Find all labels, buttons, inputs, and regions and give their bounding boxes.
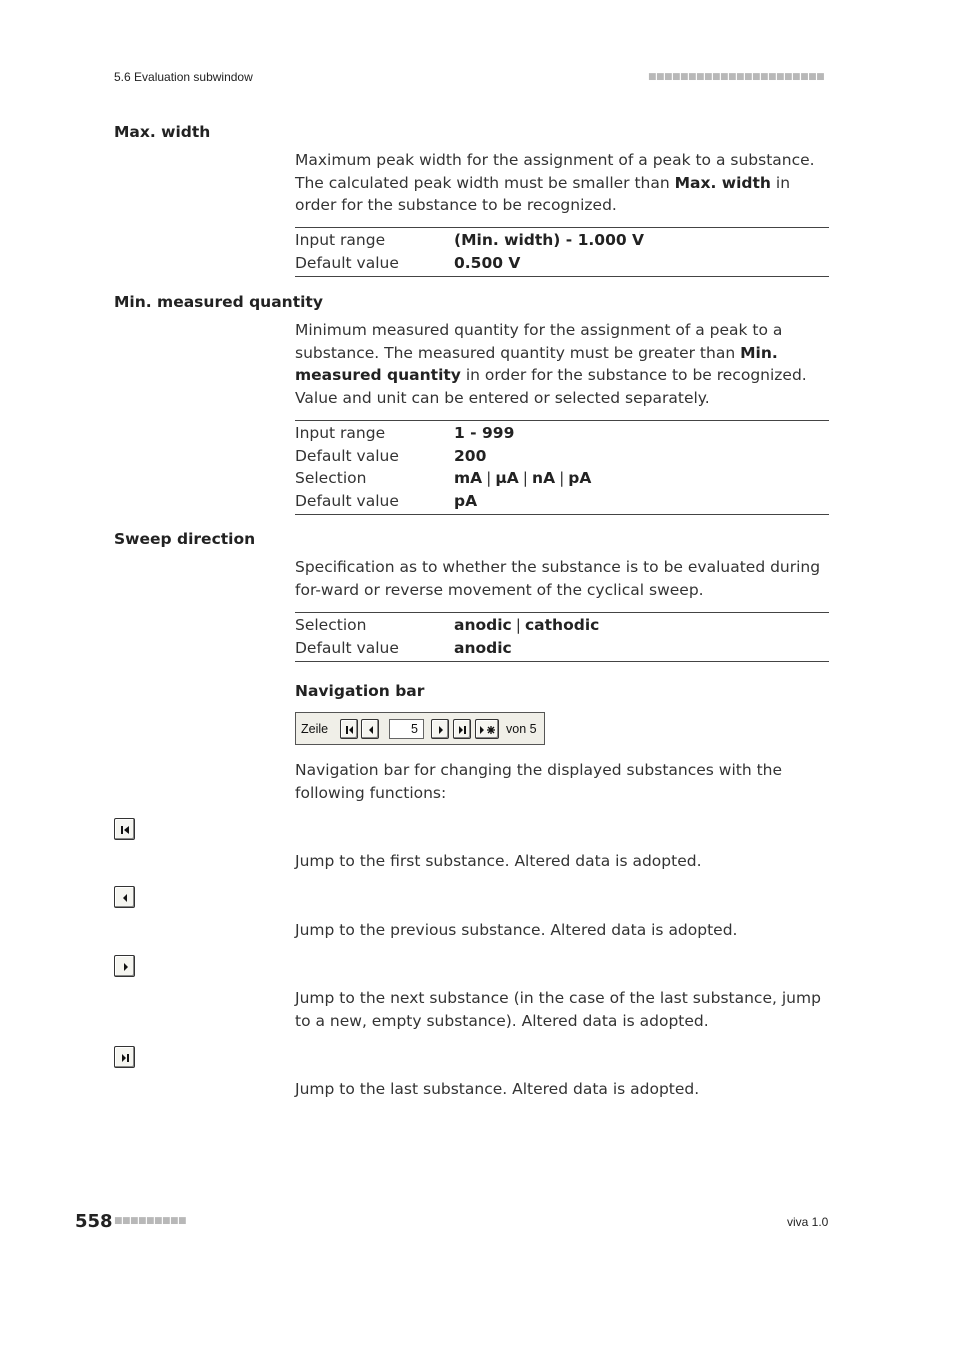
- sweep-direction-heading: Sweep direction: [114, 530, 256, 548]
- option-separator: |: [515, 616, 521, 635]
- min-measured-quantity-description: Minimum measured quantity for the assignment of a peak to a substance. The measured quantity must be greater than Min. measured quantity in order for the substance to be recognized. Value and unit can be entered or selected separately.: [295, 321, 807, 407]
- table-row: [295, 252, 829, 275]
- table-row: [295, 490, 829, 513]
- new-record-icon: [476, 720, 500, 740]
- nav-new-button[interactable]: [475, 719, 499, 739]
- max-width-param-table: [295, 227, 829, 277]
- footer-decoration: ■■■■■■■■■: [114, 1216, 187, 1226]
- option: mA: [454, 469, 483, 488]
- record-number-input[interactable]: 5: [389, 719, 424, 739]
- navigation-bar-description: Navigation bar for changing the displayed substances with the following functions:: [295, 761, 783, 802]
- param-value: 200: [454, 446, 487, 465]
- next-record-icon: [432, 720, 450, 740]
- param-options: [454, 469, 591, 487]
- nav-last-button[interactable]: [453, 719, 471, 739]
- navigation-bar-widget: [295, 712, 545, 745]
- param-key: Default value: [295, 446, 399, 465]
- param-key: Selection: [295, 616, 367, 635]
- page-number: 558: [75, 1211, 113, 1232]
- max-width-heading: Max. width: [114, 123, 211, 141]
- table-row: [295, 614, 829, 637]
- first-function-description: Jump to the first substance. Altered data is adopted.: [295, 852, 702, 870]
- param-value: 1 - 999: [454, 424, 515, 443]
- option-separator: |: [559, 469, 565, 488]
- option: cathodic: [524, 616, 600, 635]
- first-button-illustration: [114, 818, 135, 840]
- first-record-icon: [341, 720, 359, 740]
- last-record-icon: [454, 720, 472, 740]
- running-header-section: 5.6 Evaluation subwindow: [114, 70, 253, 84]
- param-key: Default value: [295, 491, 399, 510]
- nav-first-button[interactable]: [340, 719, 358, 739]
- option: µA: [495, 469, 519, 488]
- navigation-bar-heading: Navigation bar: [295, 682, 425, 700]
- nav-previous-button[interactable]: [361, 719, 379, 739]
- min-measured-param-table: [295, 420, 829, 515]
- last-function-description: Jump to the last substance. Altered data is adopted.: [295, 1080, 700, 1098]
- next-function-description: Jump to the next substance (in the case of the last substance, jump to a new, empty substance). Altered data is adopted.: [295, 989, 821, 1030]
- param-key: Default value: [295, 253, 399, 272]
- param-key: Input range: [295, 231, 386, 250]
- nav-next-button[interactable]: [431, 719, 449, 739]
- previous-record-icon: [116, 888, 135, 908]
- last-button-illustration: [114, 1046, 135, 1068]
- table-row: [295, 637, 829, 660]
- option-separator: |: [486, 469, 492, 488]
- min-measured-quantity-heading: Min. measured quantity: [114, 293, 323, 311]
- header-decoration: ■■■■■■■■■■■■■■■■■■■■■■: [648, 72, 825, 82]
- param-key: Selection: [295, 469, 367, 488]
- option: pA: [568, 469, 592, 488]
- param-value: pA: [454, 491, 478, 510]
- row-label: Zeile: [301, 722, 329, 736]
- sweep-direction-description: Specification as to whether the substance is to be evaluated during for-ward or reverse movement of the cyclical sweep.: [295, 558, 821, 599]
- option: nA: [532, 469, 556, 488]
- param-value: anodic: [454, 638, 512, 657]
- first-record-icon: [116, 820, 135, 840]
- option-separator: |: [522, 469, 529, 488]
- next-button-illustration: [114, 955, 135, 977]
- previous-record-icon: [362, 720, 380, 740]
- option: anodic: [454, 616, 512, 635]
- table-row: [295, 467, 829, 490]
- record-count-label: von 5: [506, 722, 537, 736]
- param-key: Default value: [295, 638, 399, 657]
- param-value: (Min. width) - 1.000 V: [454, 231, 645, 250]
- last-record-icon: [116, 1048, 135, 1068]
- param-options: [454, 616, 599, 634]
- product-version: viva 1.0: [787, 1215, 829, 1229]
- sweep-direction-param-table: [295, 612, 829, 662]
- previous-function-description: Jump to the previous substance. Altered data is adopted.: [295, 921, 738, 939]
- param-value: 0.500 V: [454, 253, 521, 272]
- max-width-description: Maximum peak width for the assignment of a peak to a substance. The calculated peak width must be smaller than Max. width in order for the substance to be recognized.: [295, 151, 815, 214]
- next-record-icon: [116, 957, 135, 977]
- table-row: [295, 422, 829, 445]
- param-key: Input range: [295, 424, 386, 443]
- previous-button-illustration: [114, 886, 135, 908]
- table-row: [295, 229, 829, 252]
- table-row: [295, 445, 829, 468]
